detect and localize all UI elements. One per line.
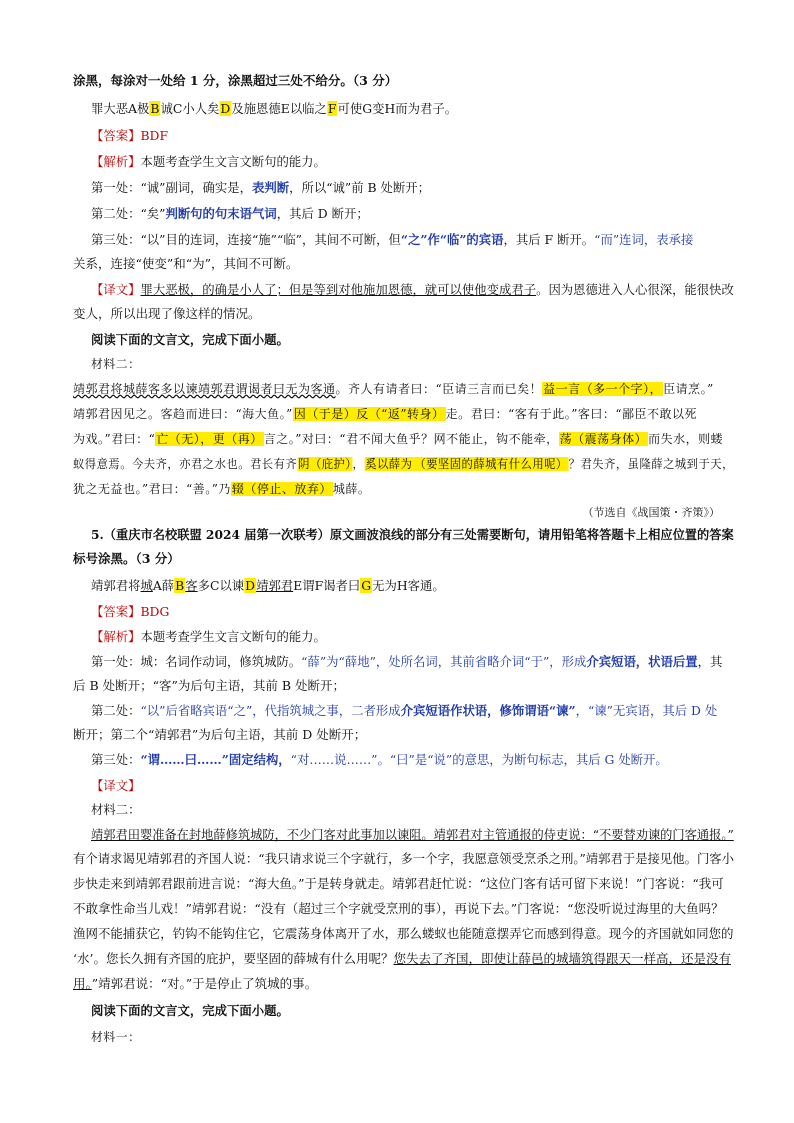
q5-answer: 【答案】BDG (91, 604, 170, 619)
q5-point-3: 第三处：“谓……曰……”固定结构，“对……说……”。“曰”是“说”的意思，为断句标志，其后 G 处断开。 (91, 752, 668, 767)
q4-point-2: 第二处：“矣”判断句的句末语气词，其后 D 断开； (91, 206, 369, 221)
material-2-line-5: 犹之无益也。”君曰：“善。”乃辍（停止、放弃）城薛。 (73, 482, 371, 496)
q5-translation-label: 【译文】 (91, 778, 141, 793)
q4-translation: 【译文】罪大恶极，的确是小人了；但是等到对他施加恩德，就可以使他变成君子。因为恩德进入人心很深，能很快改 (91, 282, 734, 297)
q5-point-2-cont: 断开；第二个“靖郭君”为后句主语，其前 D 处断开； (73, 727, 367, 742)
highlight-mark: G (361, 578, 372, 593)
translation-line-2: 有个请求谒见靖郭君的齐国人说：“我只请求说三个字就行，多一个字，我愿意领受烹杀之刑。”靖郭君于是接见他。门客小 (73, 851, 735, 866)
translation-line-4: 不敢拿性命当儿戏！”靖郭君说：“没有（超过三个字就受烹刑的事），再说下去。”门客说：“您没听说过海里的大鱼吗？ (73, 901, 724, 916)
q5-translation-subtitle: 材料二： (91, 802, 141, 817)
q4-point-3: 第三处：“以”目的连词，连接“施”“临”，其间不可断，但“之”作“临”的宾语，其后 F 断开。“而”连词，表承接 (91, 232, 694, 247)
material-2-line-4: 蚁得意焉。今夫齐，亦君之水也。君长有齐阴（庇护），奚以薛为 （要坚固的薛城有什么用呢）？君失齐，虽隆薛之城到于天， (73, 457, 734, 471)
q5-analysis: 【解析】本题考查学生文言文断句的能力。 (91, 629, 326, 644)
material-2-line-3: 为戏。”君曰：“亡（无），更（再）言之。”对曰：“君不闻大鱼乎？网不能止，钩不能牵，荡（震荡身体）而失水，则蝼 (73, 432, 724, 446)
material-2-line-1: 靖郭君将城薛客多以谏靖郭君谓谒者曰无为客通。齐人有请者曰：“臣请三言而已矣！益一言（多一个字），臣请烹。” (73, 382, 714, 396)
highlight-mark: B (175, 578, 185, 593)
q5-instruction: 5.（重庆市名校联盟 2024 届第一次联考）原文画波浪线的部分有三处需要断句，请用铅笔将答题卡上相应位置的答案 (91, 527, 734, 542)
q4-point-3-cont: 关系，连接“使变”和“为”，其间不可断。 (73, 256, 299, 271)
translation-line-3: 步快走来到靖郭君跟前进言说：“海大鱼。”于是转身就走。靖郭君赶忙说：“这位门客有话可留下来说！”门客说：“我可 (73, 876, 724, 891)
q5-point-1-cont: 后 B 处断开；“客”为后句主语，其前 B 处断开； (73, 678, 346, 693)
material-1-title: 材料一： (91, 1030, 141, 1044)
reading-intro: 阅读下面的文言文，完成下面小题。 (91, 332, 289, 347)
translation-line-5: 渔网不能捕获它，钓钩不能钩住它，它震荡身体离开了水，那么蝼蚁也能随意摆弄它而感到得意。现今的齐国就如同您的 (73, 926, 734, 941)
translation-line-1: 靖郭君田婴准备在封地薛修筑城防，不少门客对此事加以谏阻。靖郭君对主管通报的侍吏说：“不要替劝谏的门客通报。” (91, 827, 734, 842)
highlight-mark: F (327, 101, 337, 116)
source-citation: （节选自《战国策・齐策》） (582, 506, 720, 519)
material-2-line-2: 靖郭君因见之。客趋而进曰：“海大鱼。”因（于是）反（“返”转身）走。君曰：“客有于此。”客曰：“鄙臣不敢以死 (73, 407, 697, 421)
translation-line-6: ‘水’。您长久拥有齐国的庇护，要坚固的薛城有什么用呢？您失去了齐国，即使让薛邑的城墙筑得跟天一样高，还是没有 (73, 951, 731, 966)
highlight-mark: D (220, 101, 231, 116)
highlight-mark: B (150, 101, 160, 116)
q4-sentence: 罪大恶A极B诚C小人矣D及施恩德E以临之F可使G变H而为君子。 (91, 101, 458, 116)
q5-instruction-cont: 标号涂黑。（3 分） (73, 551, 180, 566)
q5-sentence: 靖郭君将城A薛B客多C以谏D靖郭君E谓F谒者曰G无为H客通。 (91, 578, 445, 593)
material-2-title: 材料二： (91, 357, 141, 371)
translation-line-7: 用。”靖郭君说：“对。”于是停止了筑城的事。 (73, 976, 318, 991)
q5-point-1: 第一处：城：名词作动词，修筑城防。“薛”为“薛地”，处所名词，其前省略介词“于”，形成介宾短语，状语后置，其 (91, 654, 723, 669)
q4-translation-cont: 变人，所以出现了像这样的情况。 (73, 306, 261, 321)
q4-instruction-tail: 涂黑，每涂对一处给 1 分，涂黑超过三处不给分。（3 分） (73, 73, 398, 88)
q4-point-1: 第一处：“诚”副词，确实是，表判断，所以“诚”前 B 处断开； (91, 180, 430, 195)
highlight-mark: D (245, 578, 256, 593)
q4-answer: 【答案】BDF (91, 128, 169, 143)
q5-point-2: 第二处：“以”后省略宾语“之”，代指筑城之事，二者形成介宾短语作状语，修饰谓语“谏”，“谏”无宾语，其后 D 处 (91, 703, 718, 718)
q4-analysis: 【解析】本题考查学生文言文断句的能力。 (91, 154, 326, 169)
reading-intro-2: 阅读下面的文言文，完成下面小题。 (91, 1003, 289, 1018)
